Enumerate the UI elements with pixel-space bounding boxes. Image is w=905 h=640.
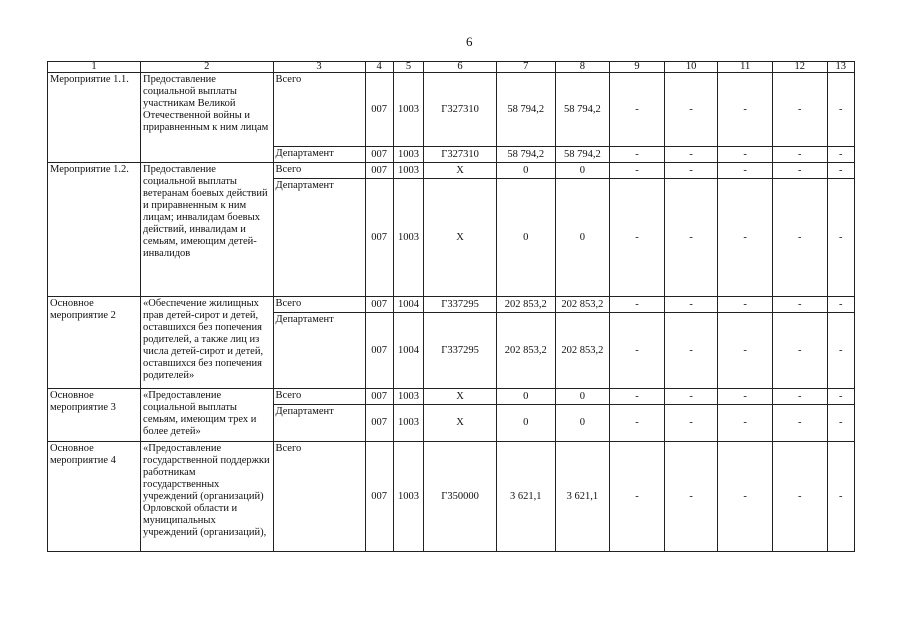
amount-cell: - xyxy=(827,147,854,163)
amount-cell: - xyxy=(610,179,665,297)
amount-cell: - xyxy=(664,179,718,297)
section-code: 1004 xyxy=(393,297,423,313)
page-number: 6 xyxy=(466,34,473,49)
event-name: Основное мероприятие 4 xyxy=(48,442,141,552)
target-article: Г350000 xyxy=(424,442,497,552)
grbs-code: 007 xyxy=(365,297,393,313)
amount-cell: - xyxy=(664,442,718,552)
amount-cell: - xyxy=(772,179,827,297)
amount-cell: - xyxy=(827,73,854,147)
amount-cell: - xyxy=(610,163,665,179)
amount-total: 202 853,2 xyxy=(496,313,555,389)
section-code: 1003 xyxy=(393,147,423,163)
event-description: «Предоставление социальной выплаты семьям, имеющим трех и более детей» xyxy=(141,389,273,442)
target-article: Х xyxy=(424,405,497,442)
funding-source: Всего xyxy=(273,297,365,313)
section-code: 1003 xyxy=(393,389,423,405)
column-header: 12 xyxy=(772,62,827,73)
amount-cell: - xyxy=(772,405,827,442)
column-number-row xyxy=(48,62,855,73)
table-row xyxy=(48,442,855,552)
section-code: 1004 xyxy=(393,313,423,389)
amount-cell: - xyxy=(827,442,854,552)
event-name: Мероприятие 1.2. xyxy=(48,163,141,297)
amount-cell: - xyxy=(610,313,665,389)
target-article: Х xyxy=(424,389,497,405)
amount-cell: - xyxy=(827,389,854,405)
column-header: 3 xyxy=(273,62,365,73)
amount-total: 0 xyxy=(496,163,555,179)
column-header: 2 xyxy=(141,62,273,73)
amount-cell: - xyxy=(610,442,665,552)
grbs-code: 007 xyxy=(365,163,393,179)
grbs-code: 007 xyxy=(365,313,393,389)
event-name: Основное мероприятие 3 xyxy=(48,389,141,442)
amount-cell: - xyxy=(664,297,718,313)
column-header: 5 xyxy=(393,62,423,73)
amount-cell: - xyxy=(718,405,773,442)
amount-cell: - xyxy=(827,313,854,389)
table-row xyxy=(48,297,855,313)
amount-year: 202 853,2 xyxy=(555,297,610,313)
amount-cell: - xyxy=(772,313,827,389)
event-description: «Обеспечение жилищных прав детей-сирот и детей, оставшихся без попечения родителей, а также лиц из числа детей-сирот и детей, оставшихся без попечения родителей» xyxy=(141,297,273,389)
amount-cell: - xyxy=(827,179,854,297)
amount-cell: - xyxy=(664,405,718,442)
table-row xyxy=(48,389,855,405)
grbs-code: 007 xyxy=(365,389,393,405)
funding-source: Всего xyxy=(273,389,365,405)
table-row xyxy=(48,163,855,179)
column-header: 4 xyxy=(365,62,393,73)
grbs-code: 007 xyxy=(365,73,393,147)
column-header: 10 xyxy=(664,62,718,73)
amount-cell: - xyxy=(718,389,773,405)
amount-year: 58 794,2 xyxy=(555,73,610,147)
amount-cell: - xyxy=(718,313,773,389)
target-article: Г327310 xyxy=(424,147,497,163)
amount-cell: - xyxy=(718,163,773,179)
target-article: Г337295 xyxy=(424,313,497,389)
amount-cell: - xyxy=(718,147,773,163)
amount-total: 58 794,2 xyxy=(496,147,555,163)
amount-cell: - xyxy=(827,405,854,442)
amount-year: 0 xyxy=(555,405,610,442)
amount-cell: - xyxy=(664,73,718,147)
event-description: Предоставление социальной выплаты участникам Великой Отечественной войны и приравненным к ним лицам xyxy=(141,73,273,163)
section-code: 1003 xyxy=(393,163,423,179)
amount-cell: - xyxy=(827,297,854,313)
amount-cell: - xyxy=(718,442,773,552)
column-header: 7 xyxy=(496,62,555,73)
grbs-code: 007 xyxy=(365,442,393,552)
amount-year: 0 xyxy=(555,163,610,179)
funding-source: Департамент xyxy=(273,147,365,163)
funding-source: Всего xyxy=(273,442,365,552)
amount-year: 3 621,1 xyxy=(555,442,610,552)
column-header: 8 xyxy=(555,62,610,73)
column-header: 11 xyxy=(718,62,773,73)
funding-source: Департамент xyxy=(273,313,365,389)
amount-cell: - xyxy=(664,163,718,179)
column-header: 13 xyxy=(827,62,854,73)
target-article: Х xyxy=(424,163,497,179)
amount-year: 58 794,2 xyxy=(555,147,610,163)
amount-cell: - xyxy=(772,147,827,163)
amount-cell: - xyxy=(772,389,827,405)
column-header: 1 xyxy=(48,62,141,73)
section-code: 1003 xyxy=(393,405,423,442)
target-article: Х xyxy=(424,179,497,297)
section-code: 1003 xyxy=(393,179,423,297)
amount-cell: - xyxy=(664,313,718,389)
amount-cell: - xyxy=(772,442,827,552)
amount-cell: - xyxy=(718,179,773,297)
amount-year: 0 xyxy=(555,389,610,405)
amount-cell: - xyxy=(772,297,827,313)
amount-cell: - xyxy=(664,147,718,163)
budget-table xyxy=(47,61,855,552)
amount-cell: - xyxy=(610,405,665,442)
amount-cell: - xyxy=(610,389,665,405)
section-code: 1003 xyxy=(393,73,423,147)
table-row xyxy=(48,73,855,147)
amount-cell: - xyxy=(664,389,718,405)
event-description: «Предоставление государственной поддержки работникам государственных учреждений (организаций) Орловской области и муниципальных учреждений (организаций), xyxy=(141,442,273,552)
target-article: Г327310 xyxy=(424,73,497,147)
funding-source: Всего xyxy=(273,73,365,147)
amount-cell: - xyxy=(718,73,773,147)
amount-total: 0 xyxy=(496,179,555,297)
amount-cell: - xyxy=(827,163,854,179)
column-header: 6 xyxy=(424,62,497,73)
amount-total: 202 853,2 xyxy=(496,297,555,313)
funding-source: Всего xyxy=(273,163,365,179)
amount-cell: - xyxy=(610,147,665,163)
amount-cell: - xyxy=(718,297,773,313)
amount-total: 0 xyxy=(496,405,555,442)
event-description: Предоставление социальной выплаты ветеранам боевых действий и приравненным к ним лицам; инвалидам боевых действий, инвалидам и семьям, имеющим детей-инвалидов xyxy=(141,163,273,297)
grbs-code: 007 xyxy=(365,405,393,442)
target-article: Г337295 xyxy=(424,297,497,313)
column-header: 9 xyxy=(610,62,665,73)
amount-total: 58 794,2 xyxy=(496,73,555,147)
funding-source: Департамент xyxy=(273,179,365,297)
amount-year: 202 853,2 xyxy=(555,313,610,389)
amount-cell: - xyxy=(610,297,665,313)
amount-cell: - xyxy=(772,73,827,147)
event-name: Мероприятие 1.1. xyxy=(48,73,141,163)
amount-cell: - xyxy=(772,163,827,179)
event-name: Основное мероприятие 2 xyxy=(48,297,141,389)
amount-total: 0 xyxy=(496,389,555,405)
funding-source: Департамент xyxy=(273,405,365,442)
amount-cell: - xyxy=(610,73,665,147)
amount-year: 0 xyxy=(555,179,610,297)
amount-total: 3 621,1 xyxy=(496,442,555,552)
grbs-code: 007 xyxy=(365,147,393,163)
section-code: 1003 xyxy=(393,442,423,552)
grbs-code: 007 xyxy=(365,179,393,297)
